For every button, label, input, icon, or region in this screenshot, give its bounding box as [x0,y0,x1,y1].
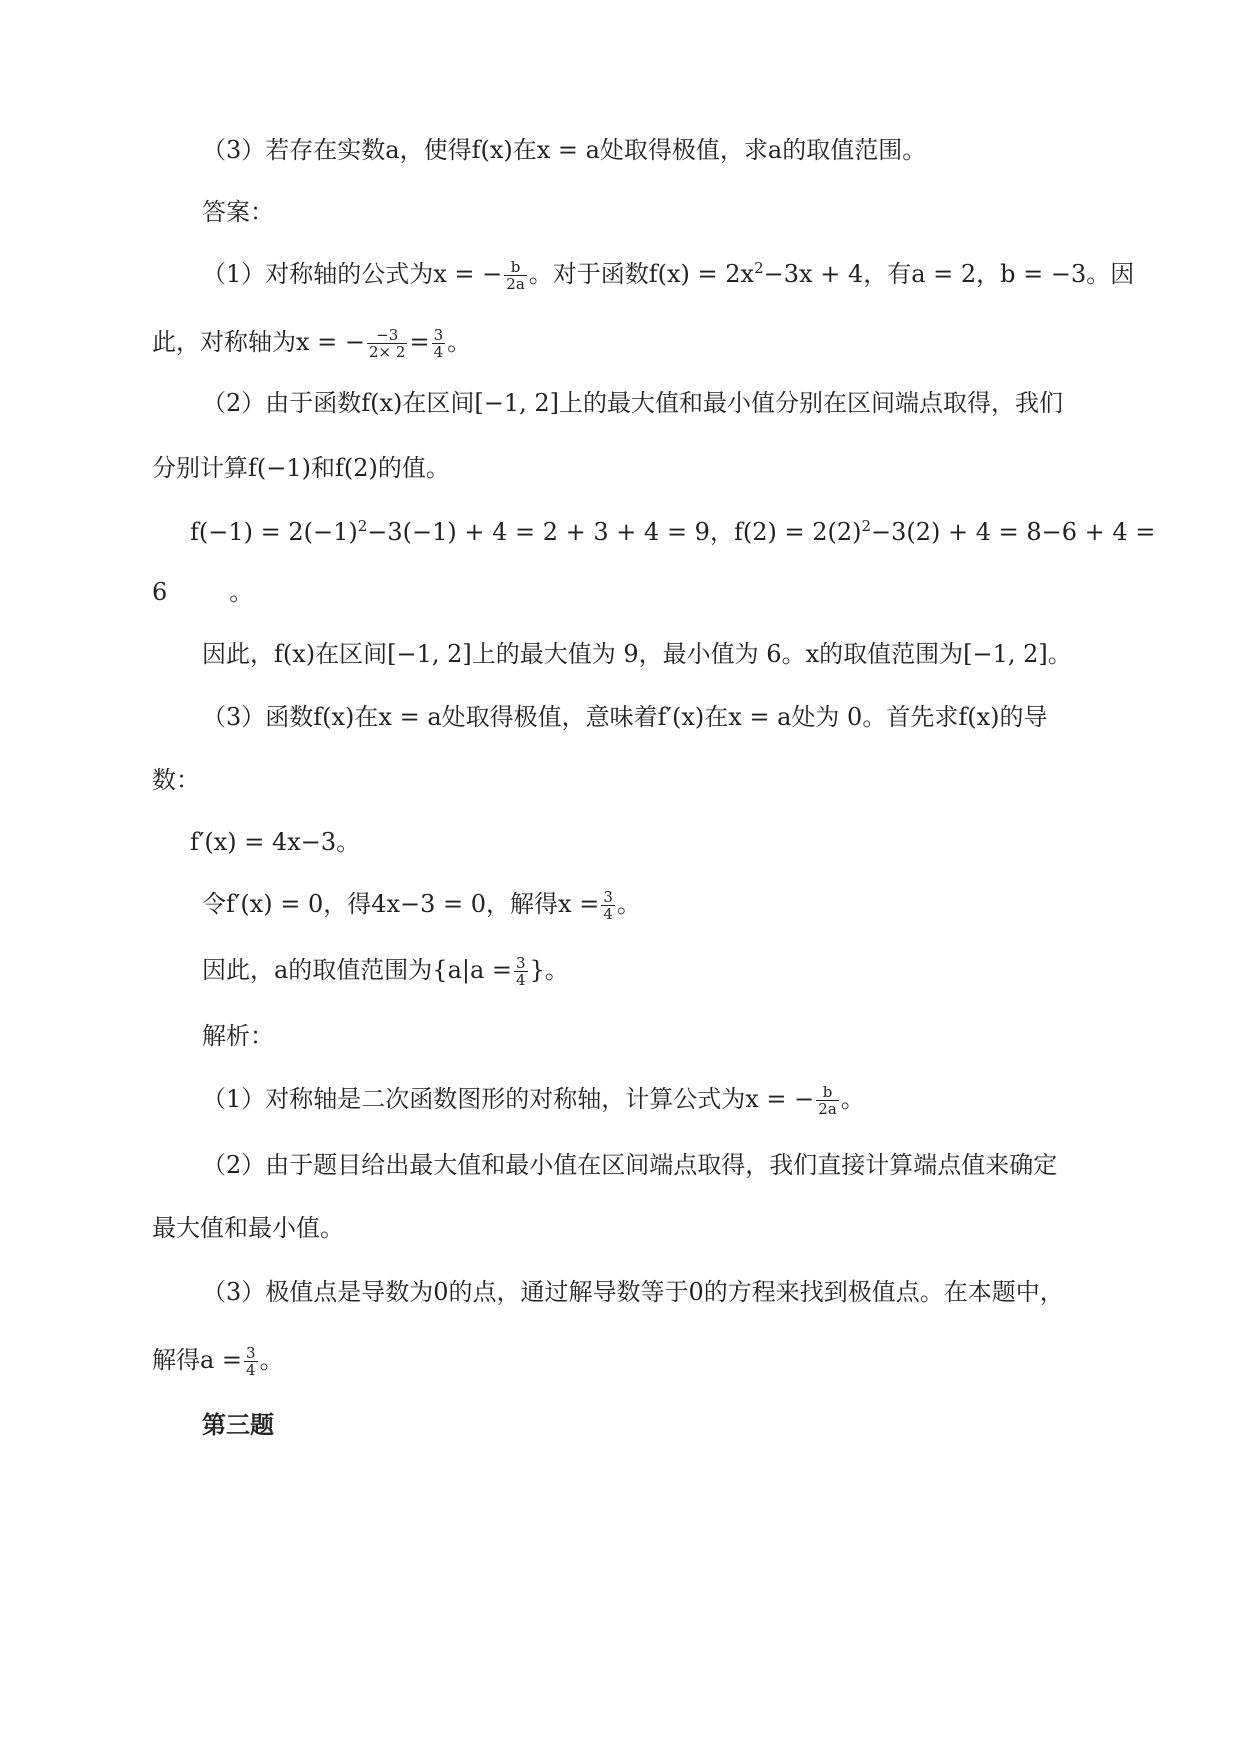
derivative-formula: f′(x) = 4x−3。 [190,828,361,856]
analysis-heading: 解析： [202,1022,274,1050]
equals-sign: = [409,328,430,356]
text-segment: 。 [616,890,641,918]
text-segment: 令f′(x) = 0，得4x−3 = 0，解得x = [202,890,600,918]
fraction-b-over-2a [504,259,527,292]
fraction-three-quarters [514,955,528,988]
fraction-denominator: 4 [433,343,444,361]
text-segment: 。 [840,1085,865,1113]
exponent: 2 [754,259,764,277]
fraction-neg3-over-2x2 [367,327,407,360]
text-segment: 。对于函数f(x) = 2x [528,260,755,288]
answer-3-line-2: 数： [152,766,200,794]
fraction-three-quarters [244,1345,258,1378]
text-segment: 。 [259,1346,284,1374]
fraction-numerator: −3 [367,327,407,344]
answer-heading: 答案： [202,198,274,226]
fraction-denominator: 2a [818,1100,837,1118]
fraction-numerator: 3 [603,888,613,906]
exponent: 2 [861,517,872,535]
solve-derivative [202,884,641,924]
answer-1-line-2 [152,322,471,362]
text-segment: （1）对称轴的公式为x = − [202,260,503,288]
text-segment: 因此，a的取值范围为{a|a = [202,956,513,984]
calculation-line-2 [152,572,253,612]
answer-3-line-1: （3）函数f(x)在x = a处取得极值，意味着f′(x)在x = a处为 0。首先求f(x)的导 [202,703,1048,731]
answer-3-range [202,950,569,990]
fraction-numerator: b [816,1084,839,1101]
text-segment: }。 [529,956,569,984]
text-segment: 6 [152,578,168,606]
calculation-line-1 [190,512,1155,552]
fraction-three-quarters [601,889,615,922]
fraction-numerator: 3 [433,326,444,344]
fraction-denominator: 4 [516,971,526,989]
section-title: 第三题 [202,1411,274,1439]
analysis-2-line-2: 最大值和最小值。 [152,1214,344,1242]
answer-1-line-1 [202,254,1134,294]
question-3-text: （3）若存在实数a，使得f(x)在x = a处取得极值，求a的取值范围。 [202,136,927,164]
fraction-denominator: 2a [506,275,525,293]
analysis-2-line-1: （2）由于题目给出最大值和最小值在区间端点取得，我们直接计算端点值来确定 [202,1151,1058,1179]
fraction-numerator: 3 [246,1344,256,1362]
text-segment: 。 [229,578,254,606]
analysis-1 [202,1079,865,1119]
fraction-numerator: 3 [516,954,526,972]
text-segment: −3x + 4，有a = 2，b = −3。因 [763,260,1135,288]
fraction-denominator: 4 [603,905,613,923]
text-segment: 。 [447,328,472,356]
analysis-3-line-1: （3）极值点是导数为0的点，通过解导数等于0的方程来找到极值点。在本题中， [202,1278,1064,1306]
text-segment: 解得a = [152,1346,243,1374]
fraction-three-quarters [432,327,446,360]
analysis-3-line-2 [152,1340,284,1380]
text-segment: 此，对称轴为x = − [152,328,366,356]
fraction-numerator: b [504,259,527,276]
answer-2-conclusion: 因此，f(x)在区间[−1, 2]上的最大值为 9，最小值为 6。x的取值范围为[−1, 2]。 [202,640,1072,668]
fraction-denominator: 4 [246,1361,256,1379]
text-segment: （1）对称轴是二次函数图形的对称轴，计算公式为x = − [202,1085,815,1113]
exponent: 2 [357,517,368,535]
text-segment: −3(−1) + 4 = 2 + 3 + 4 = 9，f(2) = 2(2) [367,518,862,546]
fraction-b-over-2a [816,1084,839,1117]
text-segment: f(−1) = 2(−1) [190,518,358,546]
answer-2-line-1: （2）由于函数f(x)在区间[−1, 2]上的最大值和最小值分别在区间端点取得，我们 [202,389,1064,417]
text-segment: −3(2) + 4 = 8−6 + 4 = [871,518,1156,546]
fraction-denominator: 2× 2 [369,343,406,361]
answer-2-line-2: 分别计算f(−1)和f(2)的值。 [152,454,450,482]
